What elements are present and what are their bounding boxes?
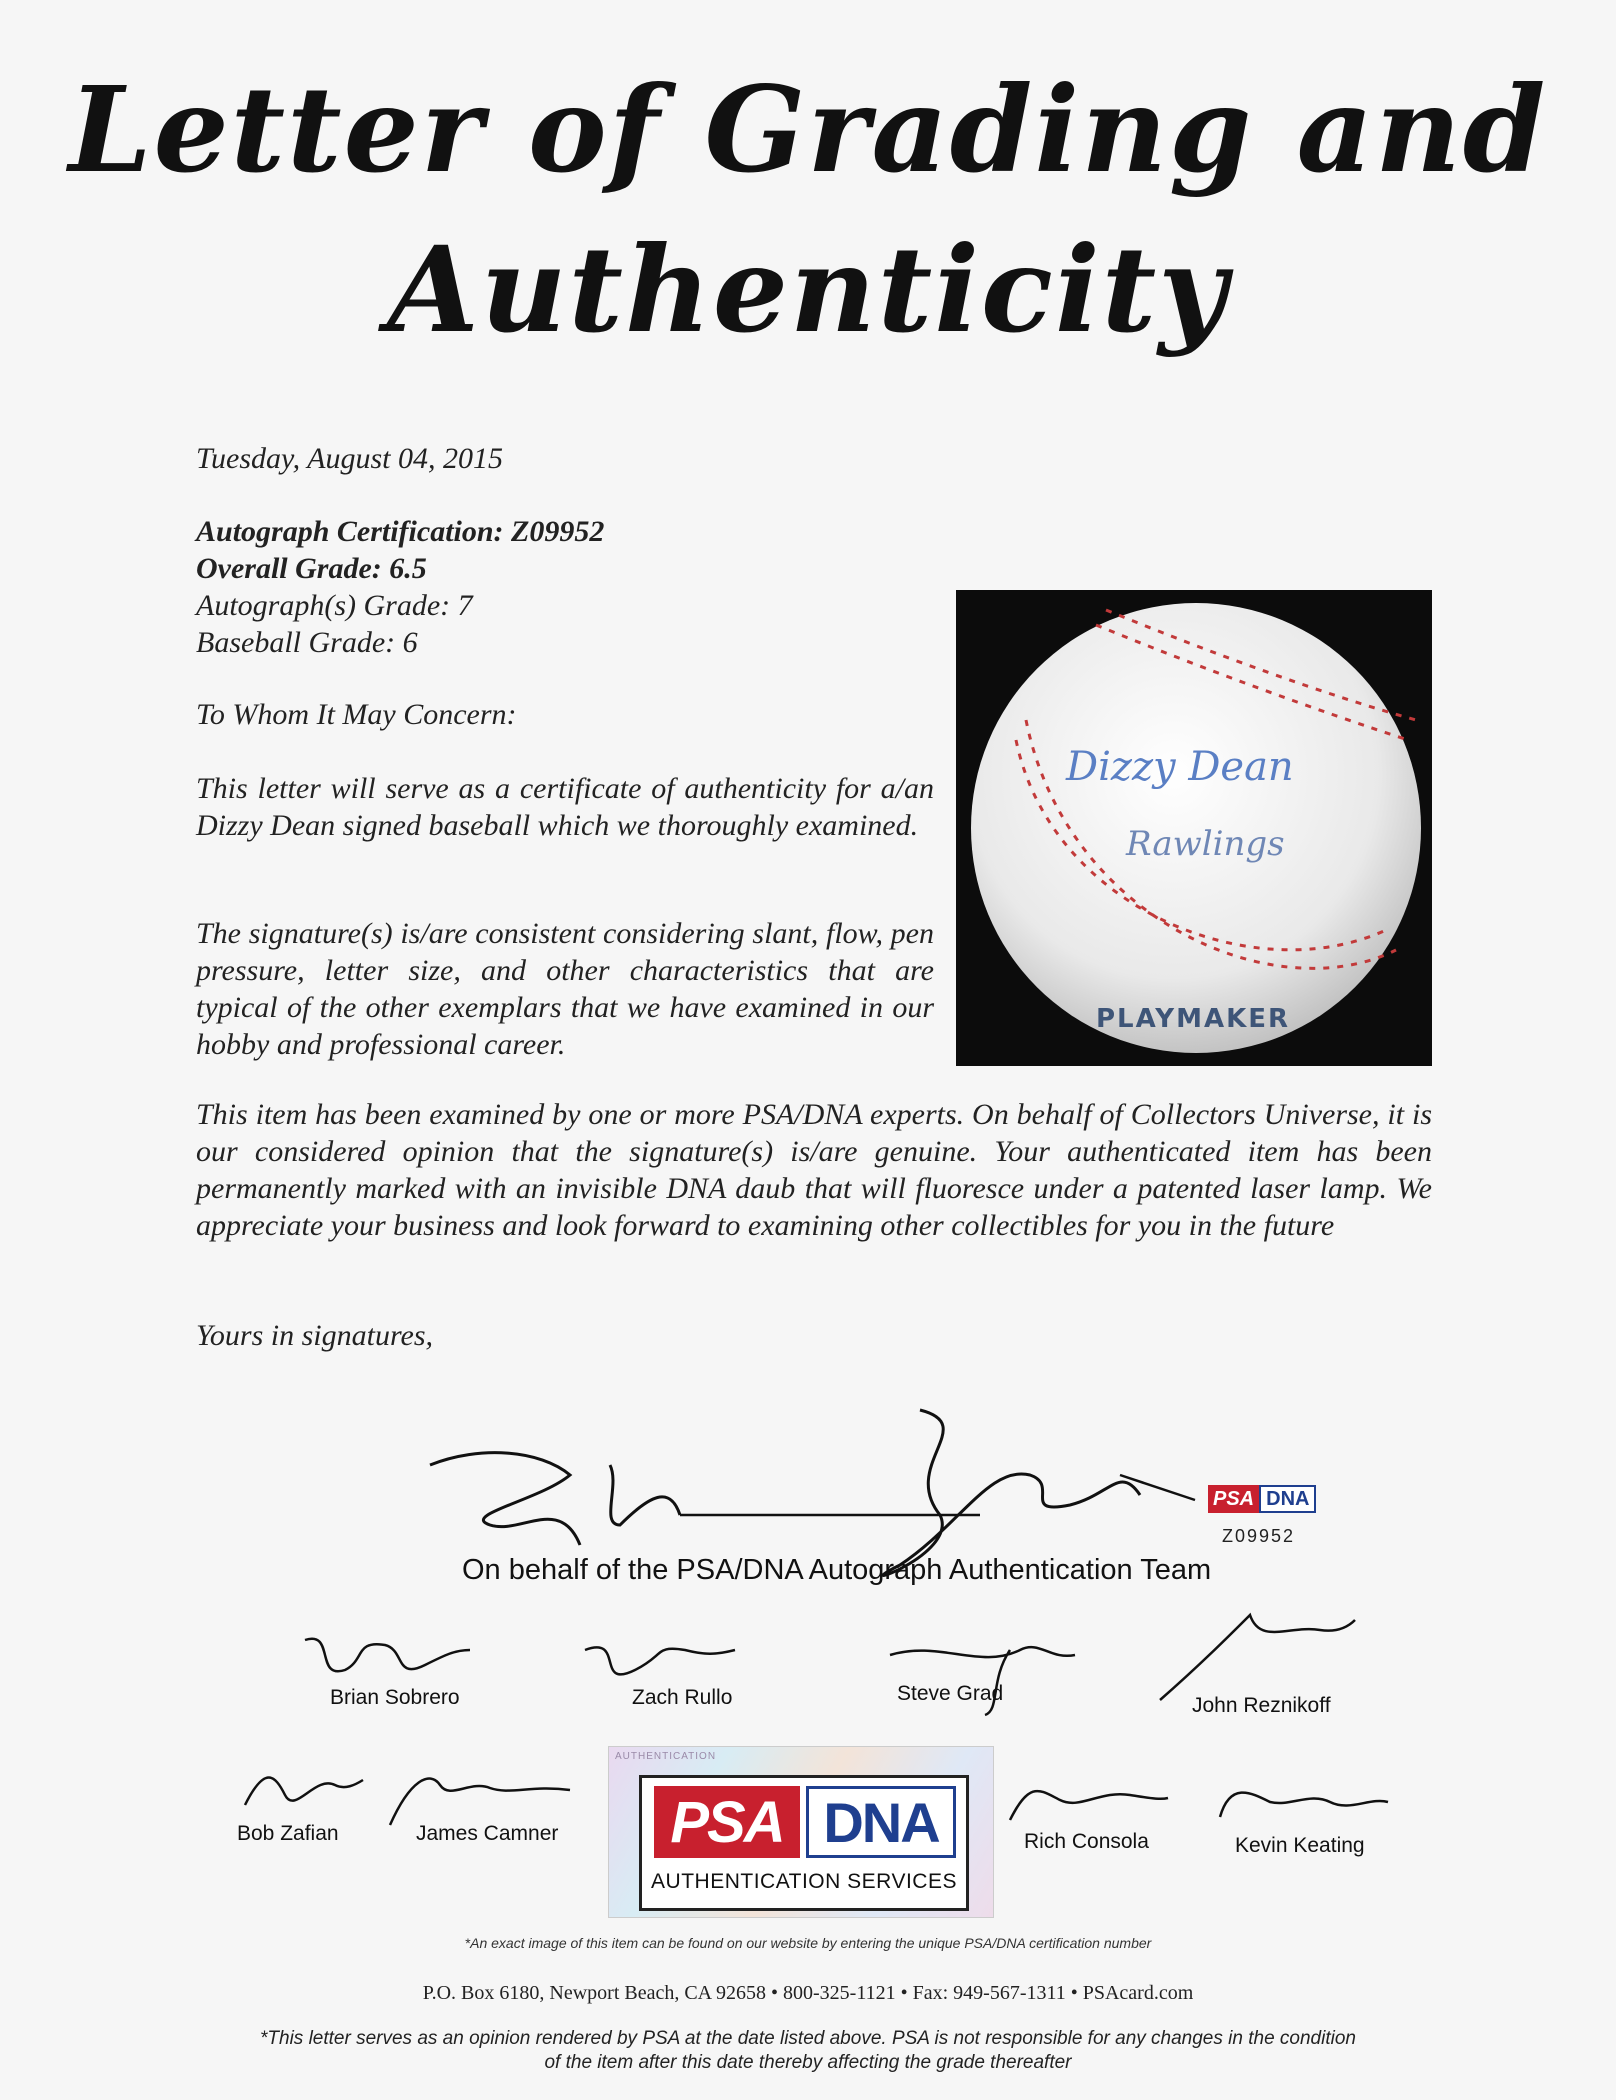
salutation: To Whom It May Concern: xyxy=(196,698,517,731)
letter-title-line1: Letter of Grading and xyxy=(68,60,1548,199)
certification-number: Autograph Certification: Z09952 xyxy=(196,515,605,548)
ball-model: PLAYMAKER xyxy=(1096,1004,1291,1034)
baseball-photo xyxy=(956,590,1432,1066)
signer-name-3: Steve Grad xyxy=(897,1682,1004,1705)
psa-dna-logo-hologram xyxy=(608,1746,994,1918)
sticker-psa: PSA xyxy=(1208,1485,1259,1513)
overall-grade: Overall Grade: 6.5 xyxy=(196,552,427,585)
logo-psa-block xyxy=(654,1786,800,1858)
footer-note: *An exact image of this item can be found on our website by entering the unique PSA/DNA certification number xyxy=(464,1935,1152,1951)
signer-name-7: Rich Consola xyxy=(1024,1830,1149,1853)
paragraph-opinion: This item has been examined by one or more PSA/DNA experts. On behalf of Collectors Universe, it is our considered opinion that the signature(s) is/are genuine. Your authenticated item has been permanently marked with an invisible DNA daub that will fluoresce under a patented laser lamp. We appreciate your business and look forward to examining other collectibles for you in the future xyxy=(196,1098,1432,1242)
letter-date: Tuesday, August 04, 2015 xyxy=(196,442,503,475)
logo-box xyxy=(639,1775,969,1911)
team-line: On behalf of the PSA/DNA Autograph Authentication Team xyxy=(462,1554,1212,1586)
letter-title-line2: Authenticity xyxy=(387,220,1229,359)
logo-tagline: AUTHENTICATION SERVICES xyxy=(651,1870,957,1893)
ball-brand: Rawlings xyxy=(1126,824,1285,864)
logo-dna-block xyxy=(806,1786,956,1858)
closing: Yours in signatures, xyxy=(196,1319,434,1352)
signer-name-5: Bob Zafian xyxy=(237,1822,339,1845)
logo-dna: DNA xyxy=(823,1790,939,1854)
paragraph-signature-analysis: The signature(s) is/are consistent considering slant, flow, pen pressure, letter size, and other characteristics that are typical of the other exemplars that we have examined in our hobby and professional career. xyxy=(196,917,934,1061)
footer-disclaimer-line2: of the item after this date thereby affecting the grade thereafter xyxy=(544,2052,1072,2073)
footer-disclaimer-line1: *This letter serves as an opinion rendered by PSA at the date listed above. PSA is not responsible for any changes in the condition xyxy=(260,2028,1356,2049)
signer-name-1: Brian Sobrero xyxy=(330,1686,460,1709)
paragraph-certificate: This letter will serve as a certificate of authenticity for a/an Dizzy Dean signed baseball which we thoroughly examined. xyxy=(196,772,934,842)
signer-name-8: Kevin Keating xyxy=(1235,1834,1365,1857)
ball-autograph: Dizzy Dean xyxy=(1066,744,1294,790)
logo-psa: PSA xyxy=(670,1789,784,1855)
baseball-grade: Baseball Grade: 6 xyxy=(196,626,418,659)
signer-name-6: James Camner xyxy=(416,1822,559,1845)
footer-address: P.O. Box 6180, Newport Beach, CA 92658 • 800-325-1121 • Fax: 949-567-1311 • PSAcard.com xyxy=(422,1982,1194,2004)
sticker-code: Z09952 xyxy=(1222,1526,1296,1546)
psa-dna-sticker xyxy=(1208,1485,1338,1513)
signer-name-2: Zach Rullo xyxy=(632,1686,733,1709)
hologram-text: AUTHENTICATION xyxy=(615,1751,717,1762)
signer-name-4: John Reznikoff xyxy=(1192,1694,1331,1717)
autograph-grade: Autograph(s) Grade: 7 xyxy=(196,589,473,622)
baseball-image xyxy=(956,590,1432,1066)
sticker-dna: DNA xyxy=(1259,1485,1316,1513)
